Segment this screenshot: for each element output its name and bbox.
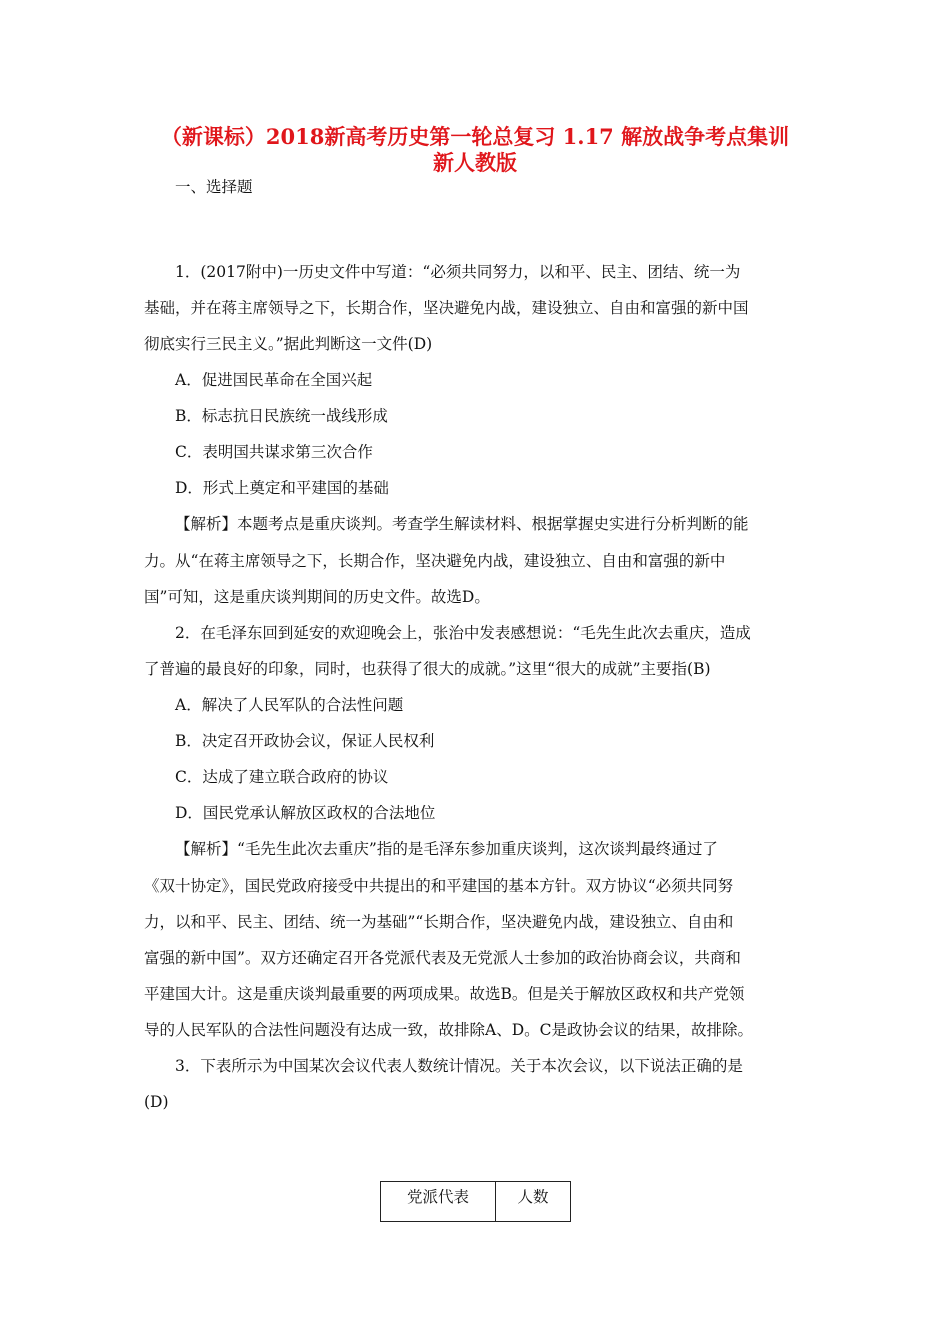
q1-option-a: A．促进国民革命在全国兴起 xyxy=(175,371,373,389)
q3-table xyxy=(380,1181,571,1222)
q1-analysis-line: 国”可知，这是重庆谈判期间的历史文件。故选D。 xyxy=(144,588,490,606)
q2-stem-line: 了普遍的最良好的印象，同时，也获得了很大的成就。”这里“很大的成就”主要指(B) xyxy=(144,660,711,678)
q3-stem-line: 3．下表所示为中国某次会议代表人数统计情况。关于本次会议，以下说法正确的是 xyxy=(175,1057,743,1075)
q1-stem-line: 彻底实行三民主义。”据此判断这一文件(D) xyxy=(144,335,433,353)
document-title-line1: （新课标）2018新高考历史第一轮总复习 1.17 解放战争考点集训 xyxy=(160,124,790,149)
q2-analysis-line: 导的人民军队的合法性问题没有达成一致，故排除A、D。C是政协会议的结果，故排除。 xyxy=(144,1021,753,1039)
q2-analysis-line: 平建国大计。这是重庆谈判最重要的两项成果。故选B。但是关于解放区政权和共产党领 xyxy=(144,985,745,1003)
document-title-line2: 新人教版 xyxy=(433,150,517,175)
q3-stem-line: (D) xyxy=(144,1093,169,1111)
q1-stem-line: 1．(2017附中)一历史文件中写道：“必须共同努力，以和平、民主、团结、统一为 xyxy=(175,263,741,281)
table-header-party: 党派代表 xyxy=(381,1182,496,1222)
q2-analysis-line: 【解析】“毛先生此次去重庆”指的是毛泽东参加重庆谈判，这次谈判最终通过了 xyxy=(175,840,718,858)
q2-option-a: A．解决了人民军队的合法性问题 xyxy=(175,696,404,714)
q2-stem-line: 2．在毛泽东回到延安的欢迎晚会上，张治中发表感想说：“毛先生此次去重庆，造成 xyxy=(175,624,751,642)
q1-analysis-line: 力。从“在蒋主席领导之下，长期合作，坚决避免内战，建设独立、自由和富强的新中 xyxy=(144,552,726,570)
q2-analysis-line: 力，以和平、民主、团结、统一为基础”“长期合作，坚决避免内战，建设独立、自由和 xyxy=(144,913,734,931)
q2-option-d: D．国民党承认解放区政权的合法地位 xyxy=(175,804,436,822)
q2-option-b: B．决定召开政协会议，保证人民权利 xyxy=(175,732,435,750)
q1-analysis-line: 【解析】本题考点是重庆谈判。考查学生解读材料、根据掌握史实进行分析判断的能 xyxy=(175,515,749,533)
q2-analysis-line: 富强的新中国”。双方还确定召开各党派代表及无党派人士参加的政治协商会议，共商和 xyxy=(144,949,741,967)
q1-option-b: B．标志抗日民族统一战线形成 xyxy=(175,407,388,425)
section-heading: 一、选择题 xyxy=(175,178,253,196)
q2-option-c: C．达成了建立联合政府的协议 xyxy=(175,768,389,786)
q2-analysis-line: 《双十协定》，国民党政府接受中共提出的和平建国的基本方针。双方协议“必须共同努 xyxy=(144,877,734,895)
q1-option-d: D．形式上奠定和平建国的基础 xyxy=(175,479,389,497)
table-header-count: 人数 xyxy=(496,1182,571,1222)
q1-option-c: C．表明国共谋求第三次合作 xyxy=(175,443,373,461)
table-header-row xyxy=(381,1182,571,1222)
q1-stem-line: 基础，并在蒋主席领导之下，长期合作，坚决避免内战，建设独立、自由和富强的新中国 xyxy=(144,299,749,317)
